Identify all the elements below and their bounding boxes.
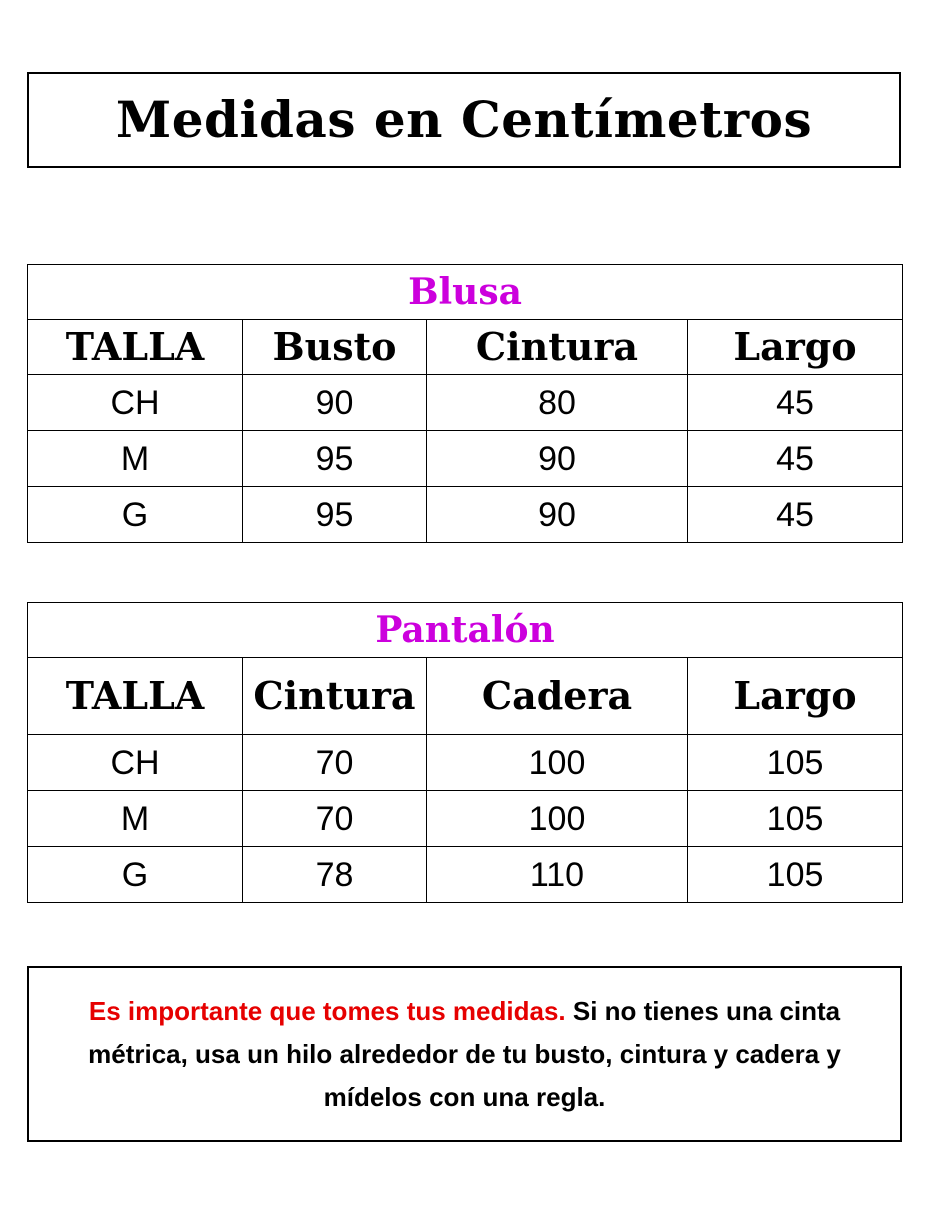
pantalon-table-title: Pantalón <box>28 603 903 658</box>
blusa-table-title: Blusa <box>28 265 903 320</box>
column-header-cintura: Cintura <box>243 658 427 735</box>
table-title-row <box>28 265 903 320</box>
table-row <box>28 487 903 543</box>
table-cell: 70 <box>243 791 427 847</box>
pantalon-size-table <box>27 602 903 903</box>
page-title: Medidas en Centímetros <box>115 90 813 149</box>
table-cell: 110 <box>427 847 688 903</box>
column-header-largo: Largo <box>688 320 903 375</box>
note-highlight: Es importante que tomes tus medidas. <box>88 995 566 1026</box>
table-header-row <box>28 320 903 375</box>
column-header-busto: Busto <box>243 320 427 375</box>
table-cell: 90 <box>243 375 427 431</box>
column-header-talla: TALLA <box>28 658 243 735</box>
column-header-largo: Largo <box>688 658 903 735</box>
column-header-cadera: Cadera <box>427 658 688 735</box>
note-text: Si no tienes una cinta métrica, usa un hilo alrededor de tu busto, cintura y cadera y mídelos con una regla. <box>88 995 841 1112</box>
table-cell: G <box>28 847 243 903</box>
blusa-size-table <box>27 264 903 543</box>
table-cell: 95 <box>243 431 427 487</box>
table-cell: G <box>28 487 243 543</box>
table-row <box>28 791 903 847</box>
table-header-row <box>28 658 903 735</box>
column-header-talla: TALLA <box>28 320 243 375</box>
table-cell: CH <box>28 375 243 431</box>
table-cell: 45 <box>688 487 903 543</box>
table-cell: 100 <box>427 791 688 847</box>
table-row <box>28 847 903 903</box>
table-cell: 70 <box>243 735 427 791</box>
table-row <box>28 431 903 487</box>
table-cell: 105 <box>688 791 903 847</box>
table-cell: 90 <box>427 487 688 543</box>
measurement-note-box <box>27 966 902 1142</box>
table-cell: 78 <box>243 847 427 903</box>
table-cell: 105 <box>688 735 903 791</box>
table-cell: M <box>28 431 243 487</box>
column-header-cintura: Cintura <box>427 320 688 375</box>
table-title-row <box>28 603 903 658</box>
table-row <box>28 735 903 791</box>
table-cell: 95 <box>243 487 427 543</box>
table-cell: M <box>28 791 243 847</box>
table-cell: 105 <box>688 847 903 903</box>
table-cell: 80 <box>427 375 688 431</box>
table-cell: 45 <box>688 375 903 431</box>
table-cell: 90 <box>427 431 688 487</box>
table-cell: CH <box>28 735 243 791</box>
measurement-note <box>47 990 882 1119</box>
table-cell: 100 <box>427 735 688 791</box>
table-cell: 45 <box>688 431 903 487</box>
title-box <box>27 72 901 168</box>
table-row <box>28 375 903 431</box>
